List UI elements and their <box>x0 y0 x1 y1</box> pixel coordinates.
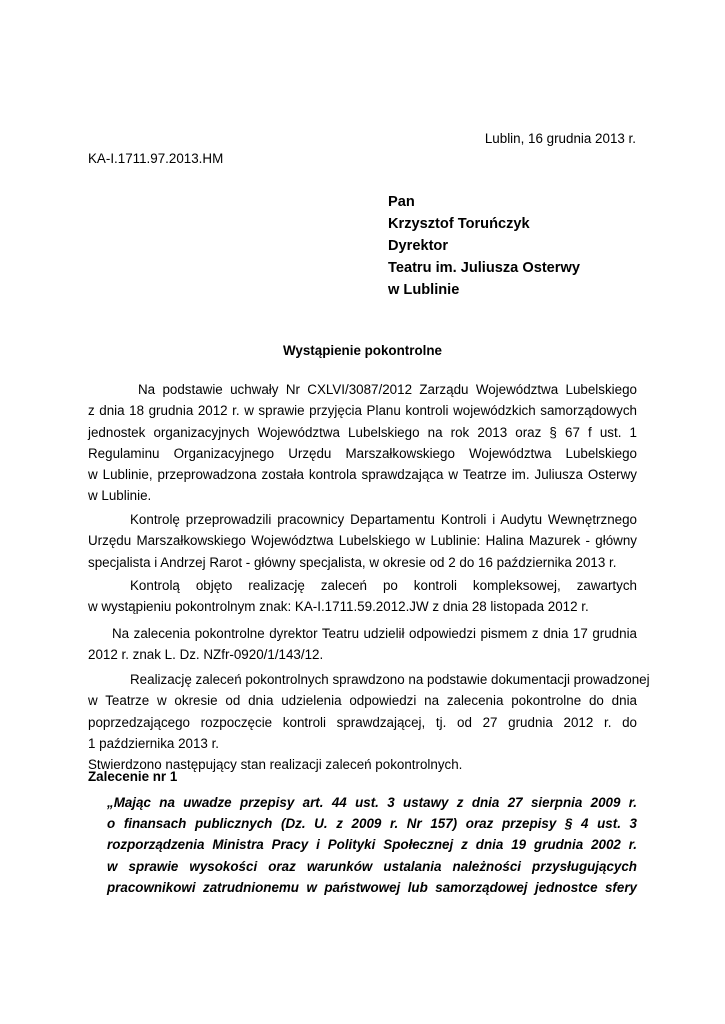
recommendation-heading: Zalecenie nr 1 <box>88 769 178 784</box>
quote-line: rozporządzenia Ministra Pracy i Polityki Społecznej z dnia 19 grudnia 2002 r. <box>107 837 637 853</box>
text-line: jednostek organizacyjnych Województwa Lubelskiego na rok 2013 oraz § 67 f ust. 1 <box>88 424 637 440</box>
paragraph-response <box>88 623 637 666</box>
letter-date: Lublin, 16 grudnia 2013 r. <box>484 131 636 146</box>
addressee-salutation: Pan <box>388 194 415 210</box>
text-line: Regulaminu Organizacyjnego Urzędu Marszałkowskiego Województwa Lubelskiego <box>88 445 637 461</box>
text-line: Urzędu Marszałkowskiego Województwa Lubelskiego w Lublinie: Halina Mazurek - główny <box>88 533 637 549</box>
text-line: 1 października 2013 r. <box>88 735 220 751</box>
text-line: poprzedzającego rozpoczęcie kontroli sprawdzającej, tj. od 27 grudnia 2012 r. do <box>88 714 637 730</box>
quote-line: pracownikowi zatrudnionemu w państwowej lub samorządowej jednostce sfery <box>107 879 637 895</box>
paragraph-legal-basis <box>88 379 637 507</box>
quote-line: o finansach publicznych (Dz. U. z 2009 r. Nr 157) oraz przepisy § 4 ust. 3 <box>107 816 637 832</box>
paragraph-inspectors <box>88 509 637 573</box>
text-line: Kontrolą objęto realizację zaleceń po kontroli kompleksowej, zawartych <box>130 578 637 593</box>
addressee-institution: Teatru im. Juliusza Osterwy <box>388 260 580 276</box>
text-line: specjalista i Andrzej Rarot - główny specjalista, w okresie od 2 do 16 października 2013 r. <box>88 554 617 570</box>
text-line: w Teatrze w okresie od dnia udzielenia odpowiedzi na zalecenia pokontrolne do dnia <box>88 693 637 709</box>
recommendation-quote <box>107 792 637 898</box>
text-line: Na zalecenia pokontrolne dyrektor Teatru udzielił odpowiedzi pismem z dnia 17 grudnia <box>112 626 637 641</box>
addressee-city: w Lublinie <box>388 282 460 298</box>
text-line: z dnia 18 grudnia 2012 r. w sprawie przyjęcia Planu kontroli wojewódzkich samorządowych <box>88 403 637 419</box>
text-line: w Lublinie. <box>88 488 152 504</box>
addressee-name: Krzysztof Toruńczyk <box>388 216 530 232</box>
text-line: w wystąpieniu pokontrolnym znak: KA-I.1711.59.2012.JW z dnia 28 listopada 2012 r. <box>88 599 589 615</box>
text-line: Na podstawie uchwały Nr CXLVI/3087/2012 Zarządu Województwa Lubelskiego <box>138 382 637 397</box>
quote-line: w sprawie wysokości oraz warunków ustalania należności przysługujących <box>107 858 637 874</box>
addressee-position: Dyrektor <box>388 238 449 254</box>
quote-line: „Mając na uwadze przepisy art. 44 ust. 3 ustawy z dnia 27 sierpnia 2009 r. <box>107 795 637 810</box>
document-title: Wystąpienie pokontrolne <box>283 343 442 358</box>
text-line: Stwierdzono następujący stan realizacji zaleceń pokontrolnych. <box>88 757 463 773</box>
paragraph-scope <box>88 575 637 618</box>
text-line: Kontrolę przeprowadzili pracownicy Departamentu Kontroli i Audytu Wewnętrznego <box>130 512 637 527</box>
text-line: Realizację zaleceń pokontrolnych sprawdzono na podstawie dokumentacji prowadzonej <box>130 672 650 687</box>
paragraph-verification <box>88 669 650 775</box>
text-line: 2012 r. znak L. Dz. NZfr-0920/1/143/12. <box>88 647 324 663</box>
reference-number: KA-I.1711.97.2013.HM <box>88 151 224 166</box>
text-line: w Lublinie, przeprowadzona została kontrola sprawdzająca w Teatrze im. Juliusza Osterwy <box>88 467 637 483</box>
